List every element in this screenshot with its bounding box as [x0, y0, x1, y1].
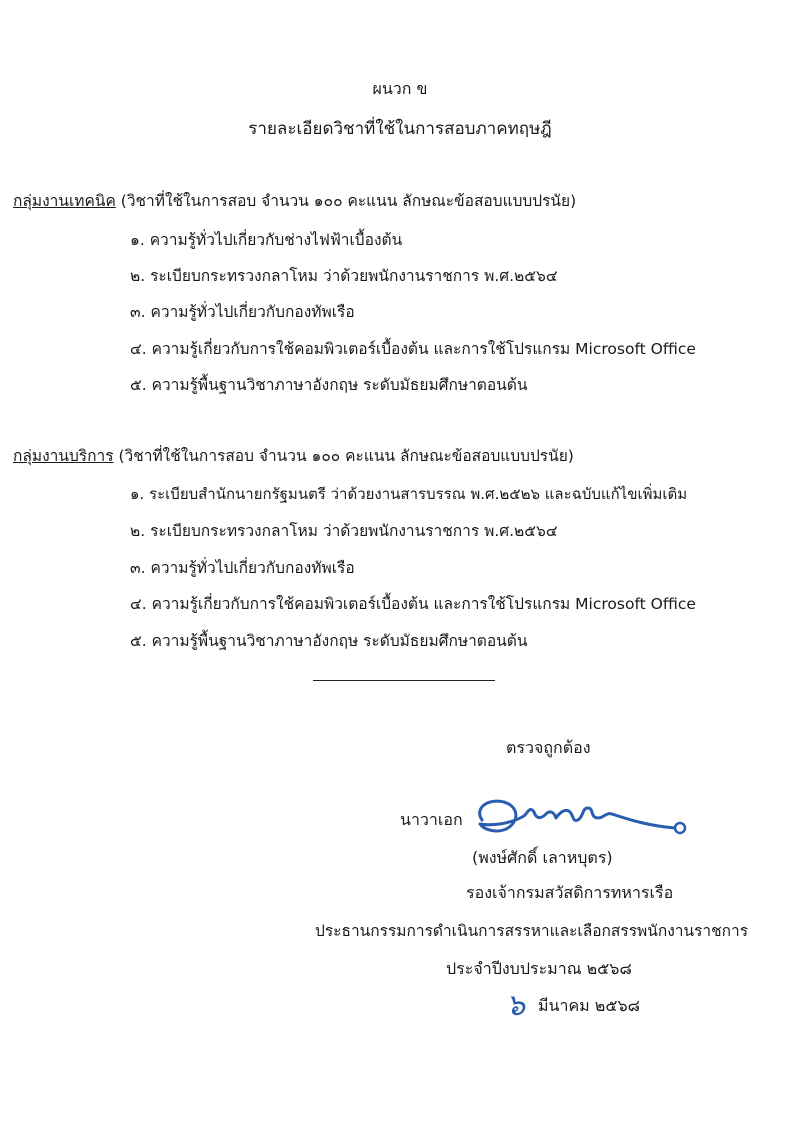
- list-item: ๕. ความรู้พื้นฐานวิชาภาษาอังกฤษ ระดับมัธยมศึกษาตอนต้น: [130, 632, 528, 650]
- list-item: ๕. ความรู้พื้นฐานวิชาภาษาอังกฤษ ระดับมัธยมศึกษาตอนต้น: [130, 376, 528, 394]
- appendix-label: ผนวก ข: [372, 79, 428, 98]
- handwritten-signature: [470, 786, 700, 846]
- technical-group-label: กลุ่มงานเทคนิค: [13, 192, 116, 210]
- technical-group-heading: [13, 188, 576, 213]
- technical-group-description: (วิชาที่ใช้ในการสอบ จำนวน ๑๐๐ คะแนน ลักษณะข้อสอบแบบปรนัย): [120, 192, 577, 210]
- list-item: ๒. ระเบียบกระทรวงกลาโหม ว่าด้วยพนักงานราชการ พ.ศ.๒๕๖๔: [130, 267, 558, 285]
- list-item: ๓. ความรู้ทั่วไปเกี่ยวกับกองทัพเรือ: [130, 559, 355, 577]
- service-group-heading: [13, 443, 574, 468]
- certified-label: ตรวจถูกต้อง: [506, 738, 591, 757]
- committee-position: ประธานกรรมการดำเนินการสรรหาและเลือกสรรพนักงานราชการ: [315, 922, 749, 940]
- list-item: ๑. ความรู้ทั่วไปเกี่ยวกับช่างไฟฟ้าเบื้องต้น: [130, 231, 403, 249]
- list-item: ๑. ระเบียบสำนักนายกรัฐมนตรี ว่าด้วยงานสารบรรณ พ.ศ.๒๕๒๖ และฉบับแก้ไขเพิ่มเติม: [130, 485, 688, 503]
- list-item: ๒. ระเบียบกระทรวงกลาโหม ว่าด้วยพนักงานราชการ พ.ศ.๒๕๖๔: [130, 522, 558, 540]
- section-divider: [313, 680, 495, 681]
- rank-label: นาวาเอก: [400, 810, 463, 829]
- signature-date: มีนาคม ๒๕๖๘: [538, 996, 640, 1015]
- signer-name: (พงษ์ศักดิ์ เลาหบุตร): [472, 848, 613, 867]
- handwritten-day: ๖: [506, 988, 526, 1023]
- fiscal-year: ประจำปีงบประมาณ ๒๕๖๘: [446, 959, 632, 978]
- list-item: ๓. ความรู้ทั่วไปเกี่ยวกับกองทัพเรือ: [130, 303, 355, 321]
- signer-position: รองเจ้ากรมสวัสดิการทหารเรือ: [466, 883, 674, 902]
- list-item: ๔. ความรู้เกี่ยวกับการใช้คอมพิวเตอร์เบื้องต้น และการใช้โปรแกรม Microsoft Office: [130, 595, 696, 613]
- page-title: รายละเอียดวิชาที่ใช้ในการสอบภาคทฤษฎี: [248, 119, 552, 139]
- service-group-label: กลุ่มงานบริการ: [13, 447, 114, 465]
- service-group-description: (วิชาที่ใช้ในการสอบ จำนวน ๑๐๐ คะแนน ลักษณะข้อสอบแบบปรนัย): [118, 447, 574, 465]
- list-item: ๔. ความรู้เกี่ยวกับการใช้คอมพิวเตอร์เบื้องต้น และการใช้โปรแกรม Microsoft Office: [130, 340, 696, 358]
